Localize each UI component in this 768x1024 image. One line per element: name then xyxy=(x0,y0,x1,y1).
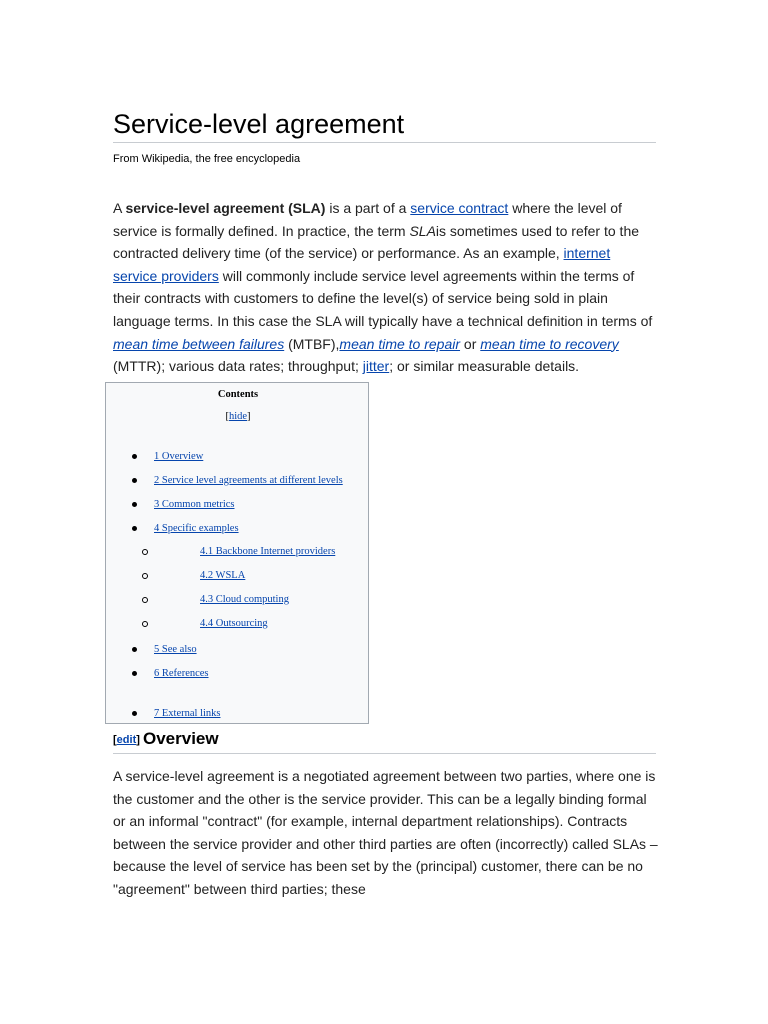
toc-item-common-metrics[interactable]: 3 Common metrics xyxy=(154,499,235,510)
hollow-bullet-icon xyxy=(142,621,148,627)
toc-item-backbone-providers[interactable]: 4.1 Backbone Internet providers xyxy=(200,546,336,557)
bullet-icon xyxy=(132,526,137,531)
hollow-bullet-icon xyxy=(142,549,148,555)
hollow-bullet-icon xyxy=(142,597,148,603)
toc-item-outsourcing[interactable]: 4.4 Outsourcing xyxy=(200,618,268,629)
intro-text: ; or similar measurable details. xyxy=(389,358,580,375)
link-service-contract[interactable]: service contract xyxy=(410,200,509,216)
intro-text: will commonly include service level agreements within the terms of their contracts with customers to define the level(s) of service being sold in plain language terms. In this case the SLA will typically have a technical definition in terms of xyxy=(113,267,653,329)
section-heading-overview xyxy=(113,728,656,754)
toc-hide-control xyxy=(106,411,370,422)
section-title: Overview xyxy=(143,729,219,748)
intro-text: (MTTR); various data rates; throughput; xyxy=(113,358,363,375)
bullet-icon xyxy=(132,711,137,716)
edit-bracket: [ xyxy=(113,734,117,746)
intro-text: is a part of a xyxy=(325,200,411,216)
intro-text: or xyxy=(460,335,481,352)
intro-bold-term: service-level agreement (SLA) xyxy=(125,200,326,216)
toc-bracket: [ xyxy=(225,411,229,422)
toc-item-see-also[interactable]: 5 See also xyxy=(154,644,197,655)
intro-text: A xyxy=(113,200,126,216)
intro-text: (MTBF), xyxy=(284,335,340,352)
hollow-bullet-icon xyxy=(142,573,148,579)
section-edit-control xyxy=(113,734,140,746)
toc-item-external-links[interactable]: 7 External links xyxy=(154,708,221,719)
page-subtitle: From Wikipedia, the free encyclopedia xyxy=(113,153,301,165)
toc-item-different-levels[interactable]: 2 Service level agreements at different levels xyxy=(154,475,343,486)
intro-paragraph xyxy=(113,197,658,378)
intro-text: is sometimes used to refer to the contracted delivery time (of the service) or performance. As an example, xyxy=(113,222,640,262)
toc-hide-link[interactable]: hide xyxy=(228,411,248,422)
bullet-icon xyxy=(132,671,137,676)
page-title: Service-level agreement xyxy=(113,106,656,143)
edit-link[interactable]: edit xyxy=(116,734,137,746)
toc-bracket: ] xyxy=(247,411,251,422)
link-mtbf[interactable]: mean time between failures xyxy=(113,335,285,352)
overview-paragraph: A service-level agreement is a negotiated agreement between two parties, where one is the customer and the other is the service provider. This can be a legally binding formal or an informal "contract" (for example, internal department relationships). Contracts between the service provider and other third parties are often (incorrectly) called SLAs – because the level of service has been set by the (principal) customer, there can be no "agreement" between third parties; these xyxy=(113,768,658,897)
bullet-icon xyxy=(132,478,137,483)
link-internet-service-providers[interactable]: internet service providers xyxy=(113,245,611,284)
table-of-contents xyxy=(105,382,369,724)
link-mean-time-to-repair[interactable]: mean time to repair xyxy=(339,335,461,352)
edit-bracket: ] xyxy=(136,734,140,746)
link-mean-time-to-recovery[interactable]: mean time to recovery xyxy=(480,335,619,352)
link-jitter[interactable]: jitter xyxy=(362,358,390,375)
bullet-icon xyxy=(132,502,137,507)
toc-item-cloud-computing[interactable]: 4.3 Cloud computing xyxy=(200,594,289,605)
bullet-icon xyxy=(132,647,137,652)
intro-italic-sla: SLA xyxy=(409,222,436,239)
toc-item-wsla[interactable]: 4.2 WSLA xyxy=(200,570,246,581)
intro-text: where the level of service is formally defined. In practice, the term xyxy=(113,200,622,239)
bullet-icon xyxy=(132,454,137,459)
toc-item-specific-examples[interactable]: 4 Specific examples xyxy=(154,523,239,534)
toc-item-references[interactable]: 6 References xyxy=(154,668,209,679)
toc-title: Contents xyxy=(217,389,259,400)
toc-item-overview[interactable]: 1 Overview xyxy=(154,451,204,462)
